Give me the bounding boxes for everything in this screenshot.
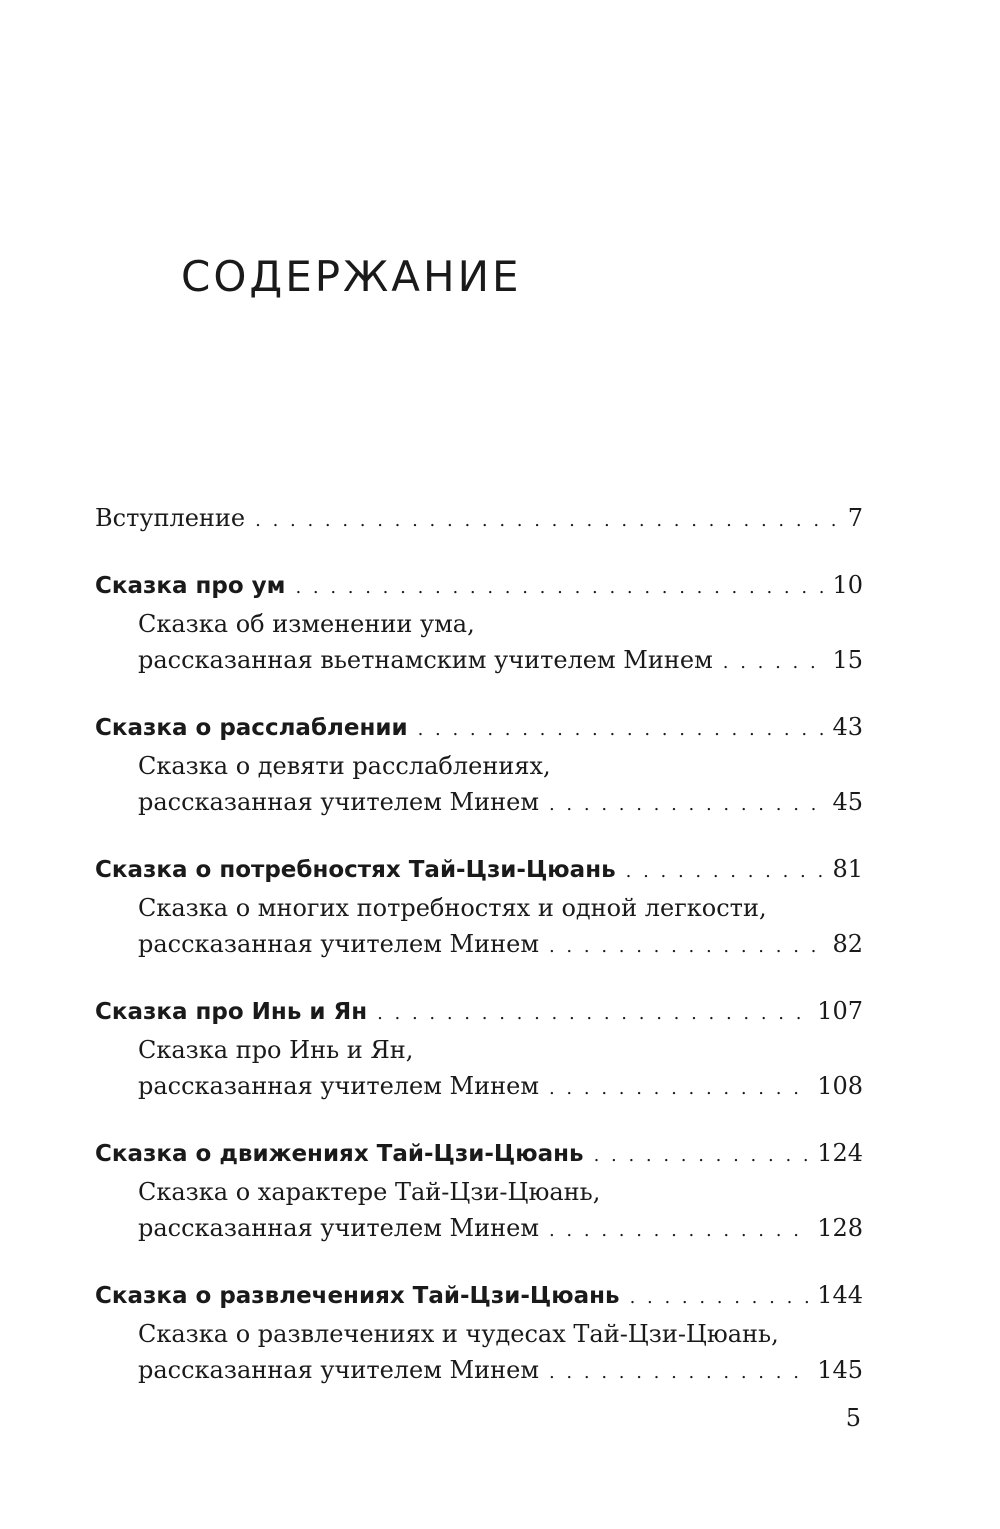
- toc-subentry-title: Сказка о характере Тай-Цзи-Цюань,: [138, 1178, 601, 1206]
- toc-entry[interactable]: [95, 709, 863, 748]
- toc-entry-title: Сказка о развлечениях Тай-Цзи-Цюань: [95, 1283, 620, 1309]
- toc-subentry-line: [95, 1174, 863, 1210]
- toc-entry[interactable]: [95, 1277, 863, 1316]
- dot-leader: [723, 645, 825, 681]
- toc-subentry-title: Сказка о развлечениях и чудесах Тай-Цзи-Цюань,: [138, 1320, 779, 1348]
- dot-leader: [630, 1280, 810, 1316]
- toc-subentry-title: рассказанная учителем Минем: [138, 788, 539, 816]
- dot-leader: [418, 712, 825, 748]
- toc-subentry-title: Сказка про Инь и Ян,: [138, 1036, 414, 1064]
- toc-subentry[interactable]: [95, 1210, 863, 1249]
- page-title: СОДЕРЖАНИЕ: [181, 252, 522, 301]
- toc-subentry-title: Сказка об изменении ума,: [138, 610, 475, 638]
- toc-subentry-page: 45: [832, 788, 863, 816]
- toc-entry-title: Сказка про ум: [95, 573, 286, 599]
- toc-subentry-title: рассказанная учителем Минем: [138, 1072, 539, 1100]
- page-number: 5: [845, 1404, 861, 1432]
- toc-subentry-title: Сказка о многих потребностях и одной легкости,: [138, 894, 767, 922]
- toc-subentry-page: 82: [832, 930, 863, 958]
- table-of-contents: [95, 500, 863, 1419]
- toc-section: [95, 709, 863, 823]
- toc-subentry-title: Сказка о девяти расслаблениях,: [138, 752, 551, 780]
- dot-leader: [549, 1355, 809, 1391]
- dot-leader: [377, 996, 809, 1032]
- toc-subentry-line: [95, 890, 863, 926]
- toc-subentry-line: [95, 606, 863, 642]
- toc-subentry-line: [95, 1316, 863, 1352]
- toc-entry-page: 7: [847, 504, 863, 532]
- toc-subentry-title: рассказанная учителем Минем: [138, 1214, 539, 1242]
- dot-leader: [255, 503, 835, 539]
- toc-subentry-page: 15: [832, 646, 863, 674]
- toc-subentry-line: [95, 1032, 863, 1068]
- toc-entry-page: 43: [832, 713, 863, 741]
- dot-leader: [549, 1213, 809, 1249]
- toc-subentry[interactable]: [95, 1068, 863, 1107]
- toc-section-intro: [95, 500, 863, 539]
- toc-subentry-page: 128: [817, 1214, 863, 1242]
- toc-entry[interactable]: [95, 851, 863, 890]
- toc-subentry-line: [95, 748, 863, 784]
- toc-entry-title: Сказка о движениях Тай-Цзи-Цюань: [95, 1141, 584, 1167]
- toc-entry[interactable]: [95, 993, 863, 1032]
- toc-subentry-title: рассказанная вьетнамским учителем Минем: [138, 646, 713, 674]
- dot-leader: [549, 1071, 809, 1107]
- toc-subentry-page: 145: [817, 1356, 863, 1384]
- toc-entry-page: 144: [817, 1281, 863, 1309]
- dot-leader: [549, 929, 824, 965]
- toc-subentry[interactable]: [95, 784, 863, 823]
- toc-section: [95, 1135, 863, 1249]
- toc-section: [95, 851, 863, 965]
- toc-section: [95, 993, 863, 1107]
- toc-subentry[interactable]: [95, 1352, 863, 1391]
- toc-entry-title: Сказка про Инь и Ян: [95, 999, 368, 1025]
- toc-entry-page: 10: [832, 571, 863, 599]
- toc-subentry[interactable]: [95, 926, 863, 965]
- dot-leader: [549, 787, 824, 823]
- toc-entry-page: 107: [817, 997, 863, 1025]
- dot-leader: [295, 570, 824, 606]
- toc-section: [95, 567, 863, 681]
- toc-subentry[interactable]: [95, 642, 863, 681]
- toc-subentry-page: 108: [817, 1072, 863, 1100]
- toc-entry-title: Сказка о расслаблении: [95, 715, 408, 741]
- toc-subentry-title: рассказанная учителем Минем: [138, 930, 539, 958]
- toc-entry-title: Вступление: [95, 504, 246, 532]
- toc-section: [95, 1277, 863, 1391]
- toc-entry[interactable]: [95, 1135, 863, 1174]
- toc-subentry-title: рассказанная учителем Минем: [138, 1356, 539, 1384]
- toc-entry-page: 124: [817, 1139, 863, 1167]
- toc-entry-title: Сказка о потребностях Тай-Цзи-Цюань: [95, 857, 616, 883]
- toc-entry[interactable]: [95, 500, 863, 539]
- toc-entry-page: 81: [832, 855, 863, 883]
- dot-leader: [626, 854, 825, 890]
- dot-leader: [594, 1138, 810, 1174]
- toc-entry[interactable]: [95, 567, 863, 606]
